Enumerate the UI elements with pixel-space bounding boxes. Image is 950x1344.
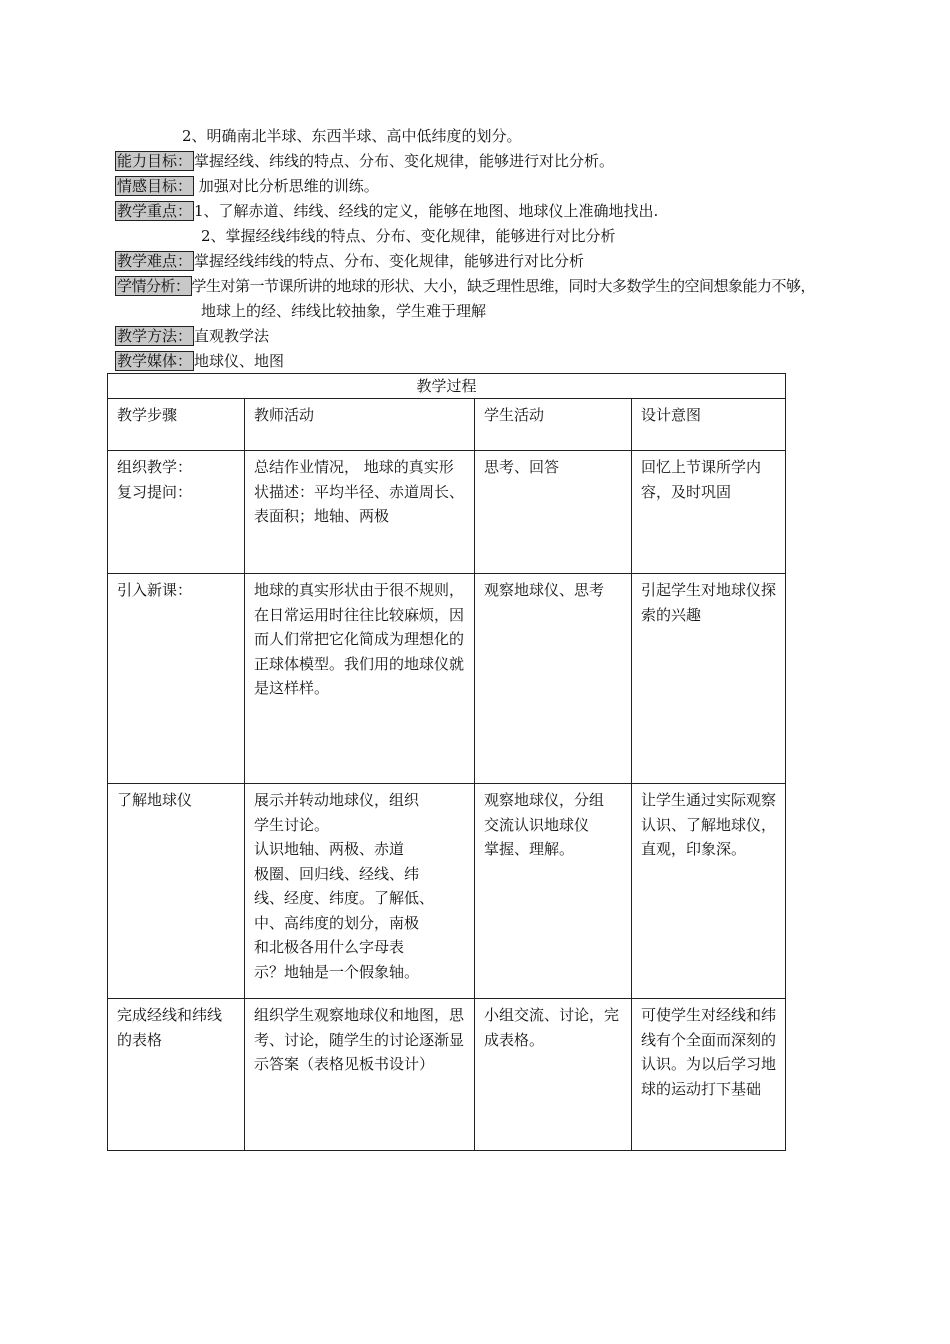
teaching-media-text: 地球仪、地图: [194, 352, 285, 370]
row-student-activity: 思考、回答: [475, 451, 632, 574]
table-title: 教学过程: [108, 374, 786, 399]
teaching-key-points-text-2: 2、掌握经线纬线的特点、分布、变化规律，能够进行对比分析: [201, 227, 616, 245]
teaching-difficulty-label: 教学难点：: [117, 252, 193, 270]
student-analysis-text-1: 学生对第一节课所讲的地球的形状、大小，缺乏理性思维，同时大多数学生的空间想象能力不够，: [191, 277, 816, 295]
row-teacher-activity: 展示并转动地球仪，组织 学生讨论。 认识地轴、两极、赤道 极圈、回归线、经线、纬 线、经度、纬度。了解低、 中、高纬度的划分，南极 和北极各用什么字母表 示？地轴是一个假象轴。: [245, 784, 475, 999]
row-teacher-activity: 地球的真实形状由于很不规则，在日常运用时往往比较麻烦，因而人们常把它化简成为理想化的正球体模型。我们用的地球仪就是这样样。: [245, 574, 475, 784]
ability-objective-text: 掌握经线、纬线的特点、分布、变化规律，能够进行对比分析。: [194, 152, 615, 170]
teaching-method-text: 直观教学法: [194, 327, 270, 345]
teaching-method-label: 教学方法：: [117, 327, 193, 345]
teaching-difficulty-text: 掌握经线纬线的特点、分布、变化规律，能够进行对比分析: [194, 252, 585, 270]
table-row: [108, 574, 786, 784]
teaching-media: [115, 351, 284, 371]
teaching-key-points-text-1: 1、了解赤道、纬线、经线的定义，能够在地图、地球仪上准确地找出.: [194, 202, 659, 220]
table-row: [108, 999, 786, 1151]
row-design-intent: 引起学生对地球仪探索的兴趣: [632, 574, 786, 784]
row-step: 引入新课：: [108, 574, 245, 784]
student-analysis: [115, 276, 815, 296]
table-header-row: [108, 399, 786, 451]
student-analysis-label: 学情分析：: [117, 277, 190, 295]
teaching-difficulty: [115, 251, 584, 271]
emotion-objective-text: 加强对比分析思维的训练。: [194, 177, 379, 195]
table-row: [108, 451, 786, 574]
ability-objective-label: 能力目标：: [117, 152, 193, 170]
row-student-activity: 观察地球仪，分组 交流认识地球仪 掌握、理解。: [475, 784, 632, 999]
row-design-intent: 回忆上节课所学内容，及时巩固: [632, 451, 786, 574]
header-teacher-activity: 教师活动: [245, 399, 475, 451]
teaching-key-points-label: 教学重点：: [117, 202, 193, 220]
row-step: 了解地球仪: [108, 784, 245, 999]
row-step: 完成经线和纬线的表格: [108, 999, 245, 1151]
row-teacher-activity: 总结作业情况， 地球的真实形状描述：平均半径、赤道周长、表面积；地轴、两极: [245, 451, 475, 574]
row-design-intent: 让学生通过实际观察认识、了解地球仪，直观，印象深。: [632, 784, 786, 999]
emotion-objective: [115, 176, 379, 196]
row-design-intent: 可使学生对经线和纬线有个全面而深刻的认识。为以后学习地球的运动打下基础: [632, 999, 786, 1151]
teaching-key-points: [115, 201, 658, 221]
teaching-media-label: 教学媒体：: [117, 352, 193, 370]
header-step: 教学步骤: [108, 399, 245, 451]
ability-objective: [115, 151, 614, 171]
student-analysis-text-2: 地球上的经、纬线比较抽象，学生难于理解: [201, 302, 487, 320]
teaching-process-table: [107, 373, 786, 1151]
knowledge-objective-item-2: 2、明确南北半球、东西半球、高中低纬度的划分。: [182, 127, 522, 145]
table-row: [108, 784, 786, 999]
row-student-activity: 观察地球仪、思考: [475, 574, 632, 784]
teaching-method: [115, 326, 269, 346]
row-step: 组织教学： 复习提问：: [108, 451, 245, 574]
header-design-intent: 设计意图: [632, 399, 786, 451]
table-title-row: [108, 374, 786, 399]
header-student-activity: 学生活动: [475, 399, 632, 451]
row-teacher-activity: 组织学生观察地球仪和地图，思考、讨论，随学生的讨论逐渐显示答案（表格见板书设计）: [245, 999, 475, 1151]
emotion-objective-label: 情感目标：: [117, 177, 193, 195]
row-student-activity: 小组交流、讨论，完成表格。: [475, 999, 632, 1151]
